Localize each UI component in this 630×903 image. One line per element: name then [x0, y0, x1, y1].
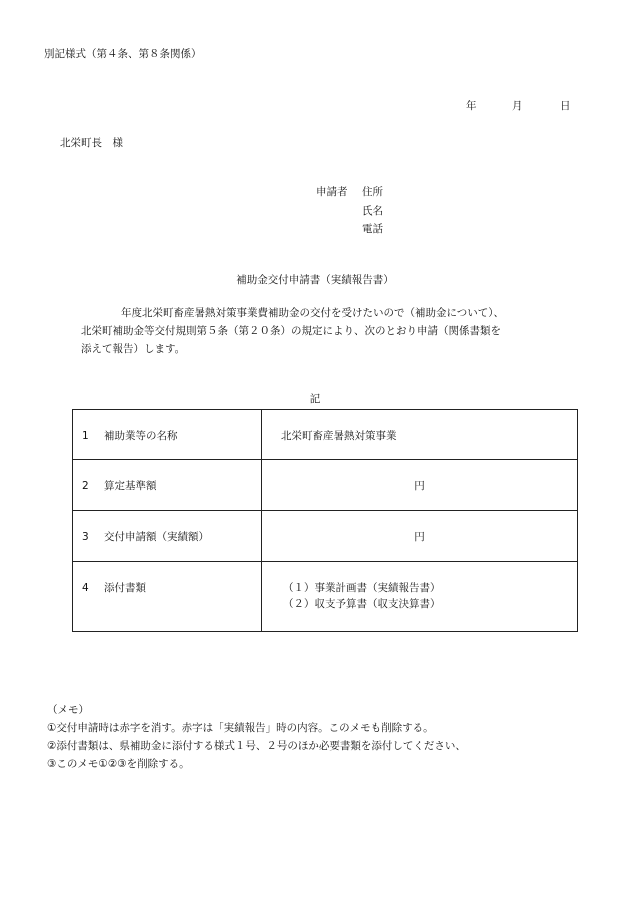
- memo-section: [47, 705, 607, 777]
- applicant-name-label: 氏名: [362, 205, 383, 217]
- body-line: 北栄町補助金等交付規則第５条（第２０条）の規定により、次のとおり申請（関係書類を: [81, 325, 501, 337]
- item-label: 添付書類: [104, 582, 146, 594]
- item-value-cell: [262, 562, 578, 632]
- attachment-item: （２）収支予算書（収支決算書）: [283, 598, 441, 610]
- body-line: 年度北栄町畜産暑熱対策事業費補助金の交付を受けたいので（補助金について）、: [121, 307, 505, 319]
- applicant-label: 申請者: [316, 186, 348, 198]
- item-value-cell: [262, 410, 578, 460]
- item-number: 3: [82, 531, 89, 543]
- table-row: [73, 460, 578, 511]
- date-day-label: 日: [560, 100, 571, 112]
- table-row: [73, 410, 578, 460]
- form-reference: 別記様式（第４条、第８条関係）: [44, 48, 202, 60]
- item-label: 補助業等の名称: [104, 430, 178, 442]
- item-value-cell: [262, 511, 578, 562]
- item-label: 交付申請額（実績額）: [104, 531, 209, 543]
- items-table: [72, 409, 578, 632]
- attachment-item: （１）事業計画書（実績報告書）: [283, 582, 441, 594]
- item-value: 円: [414, 531, 425, 543]
- memo-heading: （メモ）: [47, 704, 89, 716]
- item-value-cell: [262, 460, 578, 511]
- addressee: 北栄町長 様: [60, 137, 123, 149]
- date-month-label: 月: [512, 100, 523, 112]
- item-number: 4: [82, 582, 89, 594]
- item-label-cell: [73, 460, 262, 511]
- item-number: 2: [82, 480, 89, 492]
- ki-heading: 記: [309, 393, 321, 405]
- item-label-cell: [73, 511, 262, 562]
- item-value: 北栄町畜産暑熱対策事業: [281, 430, 397, 442]
- body-paragraph: [81, 308, 561, 362]
- item-value: 円: [414, 480, 425, 492]
- memo-line: ①交付申請時は赤字を消す。赤字は「実績報告」時の内容。このメモも削除する。: [47, 722, 434, 734]
- document-title: 補助金交付申請書（実績報告書）: [236, 274, 394, 286]
- item-label-cell: [73, 562, 262, 632]
- item-label: 算定基準額: [104, 480, 157, 492]
- body-line: 添えて報告）します。: [81, 343, 186, 355]
- memo-line: ②添付書類は、県補助金に添付する様式１号、２号のほか必要書類を添付してください、: [47, 740, 466, 752]
- table-row: [73, 511, 578, 562]
- memo-line: ③このメモ①②③を削除する。: [47, 758, 190, 770]
- applicant-address-label: 住所: [362, 186, 383, 198]
- item-number: 1: [82, 430, 89, 442]
- applicant-phone-label: 電話: [362, 223, 383, 235]
- table-row: [73, 562, 578, 632]
- item-label-cell: [73, 410, 262, 460]
- date-year-label: 年: [466, 100, 477, 112]
